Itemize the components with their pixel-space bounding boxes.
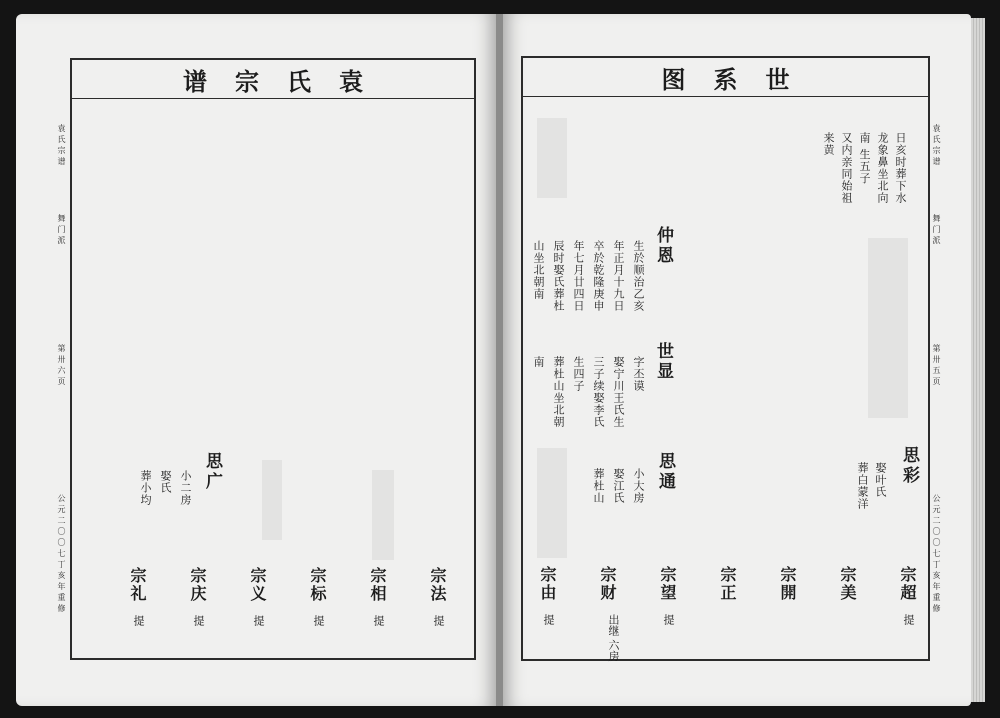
right-margin-page-number: 第卅五页 [932,344,941,388]
person-name: 思通 [655,452,675,492]
person-note: 年正月十九日 [612,240,625,312]
zong-name: 宗法 [428,567,447,603]
person-note: 葬杜山坐北朝 [552,356,565,428]
right-margin-branch: 舞门派 [932,214,941,247]
person-note: 三子续娶李氏 [592,356,605,428]
person-note: 辰时娶氏葬杜 [552,240,565,312]
person-name: 世显 [653,342,673,382]
right-margin-edition: 公元二〇〇七丁亥年重修 [932,494,941,615]
person-name: 思彩 [899,446,919,486]
right-frame [521,56,930,661]
person-note: 小二房 [179,470,192,506]
person-note: 葬杜山 [592,468,605,504]
zong-name: 宗由 [538,566,557,602]
person-note: 山坐北朝南 [532,240,545,300]
zong-mark: 提 [902,614,915,625]
page-edges [971,18,985,702]
top-note: 龙象鼻坐北向 [876,132,889,204]
top-note: 日亥时葬下水 [894,132,907,204]
zong-name: 宗庆 [188,567,207,603]
person-note: 娶氏 [159,470,172,494]
zong-name: 宗义 [248,567,267,603]
left-margin-page-number: 第卅六页 [57,344,66,388]
zong-mark: 提 [372,615,385,626]
person-note: 年七月廿四日 [572,240,585,312]
top-note: 又内亲同始祖 [840,132,853,204]
zong-name: 宗開 [778,566,797,602]
bleed-through [262,460,282,540]
zong-mark: 出继 六房 [607,614,620,662]
right-page-title: 图系世 [523,58,928,97]
right-margin-book-title: 袁氏宗谱 [932,124,941,168]
zong-name: 宗标 [308,567,327,603]
bleed-through [372,470,394,560]
person-note: 娶叶氏 [874,462,887,498]
person-note: 生四子 [572,356,585,392]
zong-mark: 提 [192,615,205,626]
left-margin-branch: 舞门派 [57,214,66,247]
zong-name: 宗美 [838,566,857,602]
zong-name: 宗礼 [128,567,147,603]
top-note: 来黄 [822,132,835,156]
zong-name: 宗超 [898,566,917,602]
zong-mark: 提 [662,614,675,625]
person-note: 娶江氏 [612,468,625,504]
left-margin-book-title: 袁氏宗谱 [57,124,66,168]
book-gutter [496,14,503,706]
zong-name: 宗相 [368,567,387,603]
zong-mark: 提 [432,615,445,626]
left-frame [70,58,476,660]
person-note: 娶宁川王氏生 [612,356,625,428]
left-page-title: 谱宗氏袁 [72,60,474,99]
person-note: 葬小均 [139,470,152,506]
zong-name: 宗财 [598,566,617,602]
person-note: 卒於乾隆庚申 [592,240,605,312]
zong-mark: 提 [312,615,325,626]
top-note: 南 生五子 [858,132,871,185]
bleed-through [537,118,567,198]
person-note: 字丕谟 [632,356,645,392]
bleed-through [537,448,567,558]
zong-mark: 提 [542,614,555,625]
person-note: 南 [532,356,545,368]
left-page [16,14,496,706]
person-note: 葬白蒙洋 [856,462,869,510]
person-name: 仲恩 [653,226,673,266]
zong-mark: 提 [252,615,265,626]
left-margin-edition: 公元二〇〇七丁亥年重修 [57,494,66,615]
zong-name: 宗正 [718,566,737,602]
zong-name: 宗望 [658,566,677,602]
person-note: 生於顺治乙亥 [632,240,645,312]
zong-mark: 提 [132,615,145,626]
right-page [503,14,971,706]
bleed-through [868,238,908,418]
person-note: 小大房 [632,468,645,504]
person-name: 思广 [202,452,222,492]
